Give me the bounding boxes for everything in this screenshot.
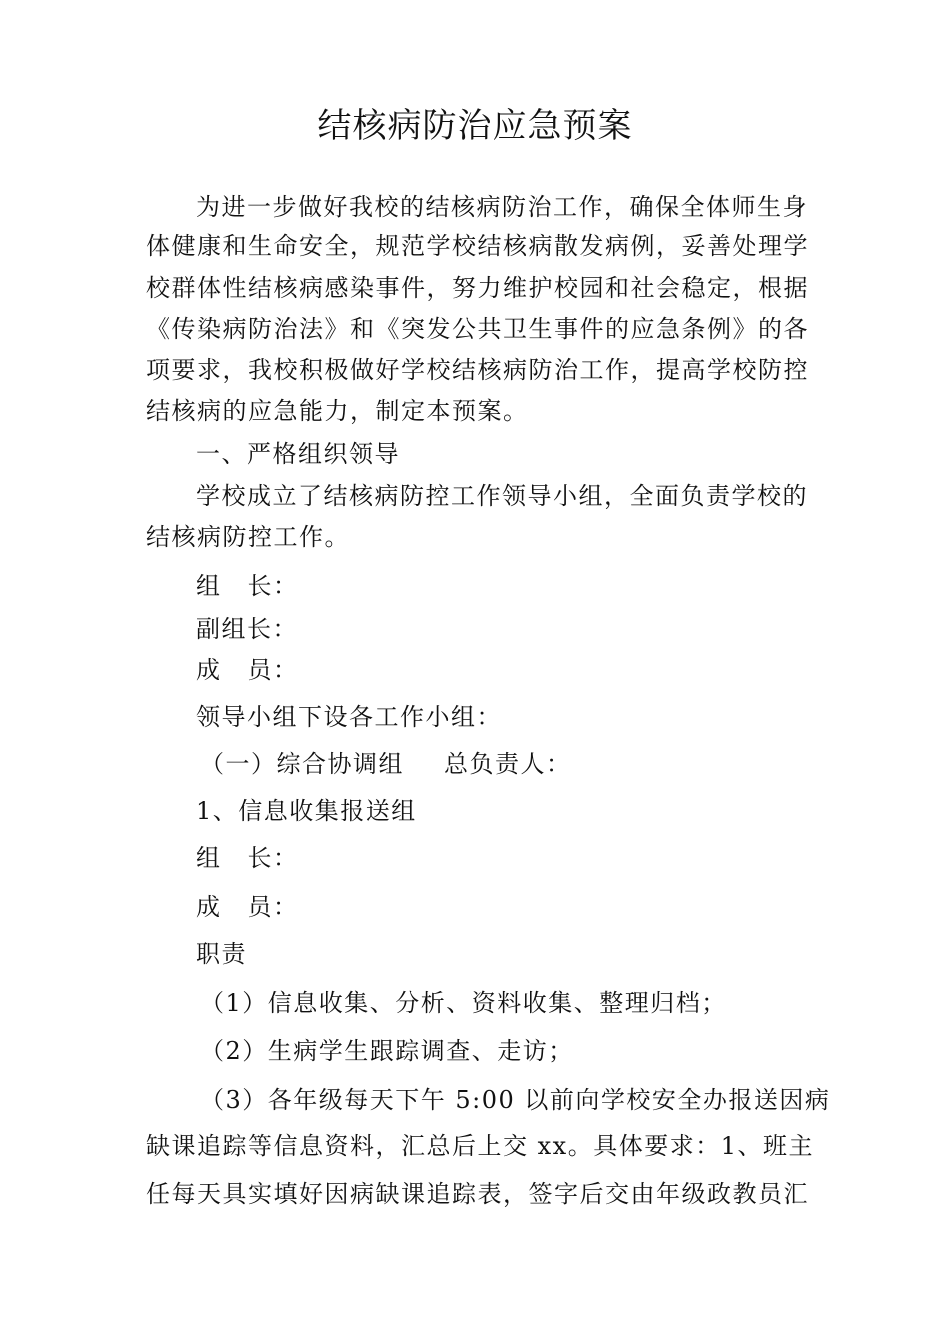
- member-label-char: 成: [196, 893, 222, 921]
- leader-line: [196, 838, 814, 878]
- paragraph-line: 体健康和生命安全，规范学校结核病散发病例，妥善处理学: [146, 232, 809, 260]
- group-head-label: 总负责人：: [444, 750, 572, 778]
- member-label-rest: 员：: [247, 893, 299, 921]
- paragraph-line: 项要求，我校积极做好学校结核病防治工作，提高学校防控: [146, 356, 809, 384]
- member-line: [196, 887, 814, 927]
- group-name: （一）综合协调组: [200, 750, 404, 778]
- duties-heading: 职责: [196, 940, 247, 968]
- paragraph-line: 结核病防控工作。: [146, 523, 350, 551]
- paragraph-line: 领导小组下设各工作小组：: [196, 703, 502, 731]
- document-title: 结核病防治应急预案: [317, 106, 633, 146]
- leader-label-char: 组: [196, 572, 222, 600]
- duty-item: （3）各年级每天下午 5:00 以前向学校安全办报送因病: [200, 1086, 831, 1114]
- subgroup-heading: 1、信息收集报送组: [196, 797, 417, 825]
- leader-label-rest: 长：: [247, 572, 299, 600]
- member-label-char: 成: [196, 656, 222, 684]
- member-label-rest: 员：: [247, 656, 299, 684]
- paragraph-line: 缺课追踪等信息资料，汇总后上交 xx。具体要求：1、班主: [146, 1132, 814, 1160]
- duty-item: （2）生病学生跟踪调查、走访；: [200, 1037, 574, 1065]
- group-line: [200, 744, 814, 784]
- duty-item: （1）信息收集、分析、资料收集、整理归档；: [200, 989, 727, 1017]
- paragraph-line: 任每天具实填好因病缺课追踪表，签字后交由年级政教员汇: [146, 1180, 809, 1208]
- leader-line: [196, 566, 814, 606]
- deputy-leader-line: 副组长：: [196, 615, 298, 643]
- paragraph-line: 为进一步做好我校的结核病防治工作，确保全体师生身: [196, 193, 808, 221]
- leader-label-rest: 长：: [247, 844, 299, 872]
- paragraph-line: 结核病的应急能力，制定本预案。: [146, 397, 529, 425]
- member-line: [196, 650, 814, 690]
- section-heading: 一、严格组织领导: [196, 440, 400, 468]
- paragraph-line: 校群体性结核病感染事件，努力维护校园和社会稳定，根据: [146, 274, 809, 302]
- paragraph-line: 学校成立了结核病防控工作领导小组，全面负责学校的: [196, 482, 808, 510]
- leader-label-char: 组: [196, 844, 222, 872]
- paragraph-line: 《传染病防治法》和《突发公共卫生事件的应急条例》的各: [146, 315, 809, 343]
